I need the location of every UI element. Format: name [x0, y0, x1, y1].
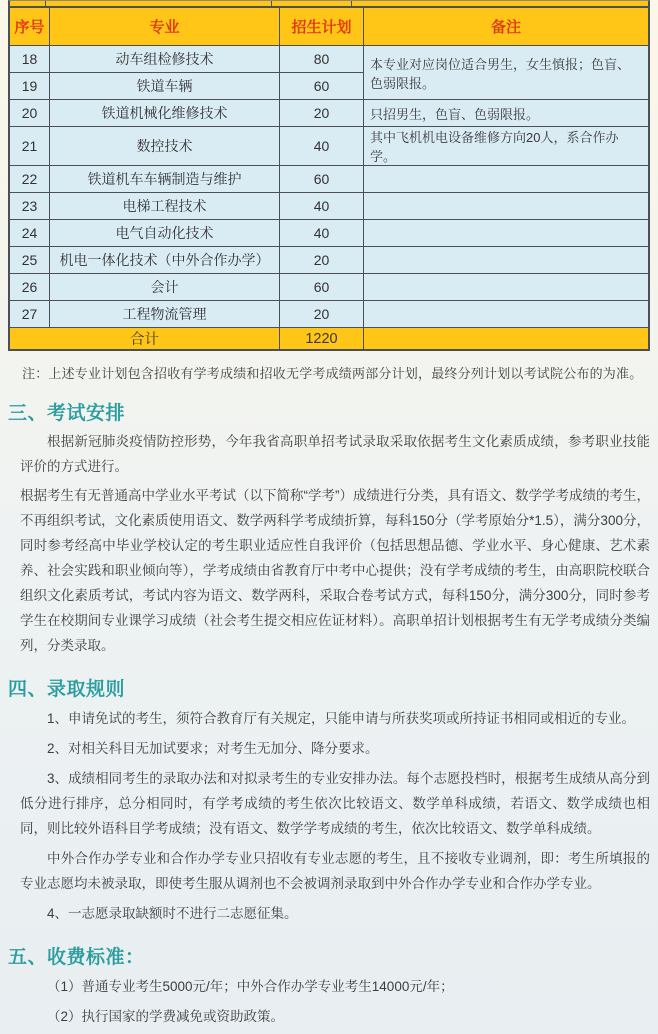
cell-plan: 20	[280, 247, 364, 274]
table-row	[9, 274, 649, 301]
cell-plan: 80	[280, 46, 364, 73]
col-header-major: 专业	[50, 7, 280, 46]
cell-remark: 其中飞机机电设备维修方向20人，系合作办学。	[364, 127, 650, 166]
table-row	[9, 46, 649, 73]
cell-no: 27	[9, 301, 50, 328]
exam-paragraph-1: 根据新冠肺炎疫情防控形势，今年我省高职单招考试录取采取依据考生文化素质成绩，参考职业技能评价的方式进行。	[20, 434, 650, 474]
cell-no: 21	[9, 127, 50, 166]
enrollment-plan-table	[8, 6, 650, 351]
cell-remark	[364, 193, 650, 220]
fee-item-1: （1）普通专业考生5000元/年；中外合作办学专业考生14000元/年；	[47, 979, 454, 994]
col-header-no: 序号	[9, 7, 50, 46]
section-exam-heading: 三、考试安排	[8, 403, 126, 424]
table-row	[9, 220, 649, 247]
table-row	[9, 193, 649, 220]
cell-no: 19	[9, 73, 50, 100]
cell-plan: 40	[280, 127, 364, 166]
cell-major: 铁道车辆	[50, 73, 280, 100]
fee-item-2: （2）执行国家的学费减免或资助政策。	[47, 1009, 285, 1024]
cell-major: 会计	[50, 274, 280, 301]
cell-major: 电梯工程技术	[50, 193, 280, 220]
cell-major: 铁道机车车辆制造与维护	[50, 166, 280, 193]
cell-major: 电气自动化技术	[50, 220, 280, 247]
section-admission-heading: 四、录取规则	[8, 679, 126, 700]
cell-plan: 20	[280, 301, 364, 328]
cell-no: 22	[9, 166, 50, 193]
table-header-row	[9, 7, 649, 46]
cell-plan: 60	[280, 166, 364, 193]
table-top-strip	[8, 0, 650, 6]
cell-major: 数控技术	[50, 127, 280, 166]
total-value: 1220	[280, 328, 364, 351]
cell-plan: 40	[280, 220, 364, 247]
admission-rule-3: 3、成绩相同考生的录取办法和对拟录考生的专业安排办法。每个志愿投档时，根据考生成绩从高分到低分进行排序，总分相同时，有学考成绩的考生依次比较语文、数学单科成绩，若语文、数学成绩也相同，则比较外语科目学考成绩；没有语文、数学学考成绩的考生，依次比较语文、数学单科成绩。	[20, 771, 650, 836]
section-fees-heading: 五、收费标准：	[8, 947, 145, 968]
plan-note: 注：上述专业计划包含招收有学考成绩和招收无学考成绩两部分计划，最终分列计划以考试院公布的为准。	[22, 366, 643, 381]
cell-major: 机电一体化技术（中外合作办学）	[50, 247, 280, 274]
total-label: 合计	[9, 328, 280, 351]
cell-remark	[364, 220, 650, 247]
col-header-plan: 招生计划	[280, 7, 364, 46]
col-header-remark: 备注	[364, 7, 650, 46]
cell-major: 工程物流管理	[50, 301, 280, 328]
admission-rule-2: 2、对相关科目无加试要求；对考生无加分、降分要求。	[47, 741, 379, 756]
cell-no: 20	[9, 100, 50, 127]
cell-plan: 60	[280, 73, 364, 100]
cell-remark: 只招男生，色盲、色弱限报。	[364, 100, 650, 127]
cell-plan: 20	[280, 100, 364, 127]
table-row	[9, 127, 649, 166]
admission-rule-3b: 中外合作办学专业和合作办学专业只招收有专业志愿的考生，且不接收专业调剂，即：考生所填报的专业志愿均未被录取，即使考生服从调剂也不会被调剂录取到中外合作办学专业和合作办学专业。	[20, 851, 650, 891]
admission-rule-4: 4、一志愿录取缺额时不进行二志愿征集。	[47, 906, 298, 921]
cell-no: 25	[9, 247, 50, 274]
cell-remark	[364, 247, 650, 274]
cell-major: 动车组检修技术	[50, 46, 280, 73]
cell-major: 铁道机械化维修技术	[50, 100, 280, 127]
cell-remark	[364, 301, 650, 328]
cell-plan: 40	[280, 193, 364, 220]
cell-remark: 本专业对应岗位适合男生，女生慎报；色盲、色弱限报。	[364, 46, 650, 100]
admission-rule-1: 1、申请免试的考生，须符合教育厅有关规定，只能申请与所获奖项或所持证书相同或相近的专业。	[47, 711, 636, 726]
table-row	[9, 301, 649, 328]
cell-plan: 60	[280, 274, 364, 301]
cell-no: 24	[9, 220, 50, 247]
total-remark	[364, 328, 650, 351]
total-row	[9, 328, 649, 351]
table-row	[9, 247, 649, 274]
cell-no: 26	[9, 274, 50, 301]
cell-remark	[364, 166, 650, 193]
exam-paragraph-2: 根据考生有无普通高中学业水平考试（以下简称“学考”）成绩进行分类，具有语文、数学学考成绩的考生，不再组织考试，文化素质使用语文、数学两科学考成绩折算，每科150分（学考原始分*1.5），满分300分，同时参考经高中毕业学校认定的考生职业适应性自我评价（包括思想品德、学业水平、身心健康、艺术素养、社会实践和职业倾向等），学考成绩由省教育厅中考中心提供；没有学考成绩的考生，由高职院校联合组织文化素质考试，考试内容为语文、数学两科，采取合卷考试方式，每科150分，满分300分，同时参考学生在校期间专业课学习成绩（社会考生提交相应佐证材料）。高职单招计划根据考生有无学考成绩分类编列，分类录取。	[20, 488, 650, 653]
cell-no: 23	[9, 193, 50, 220]
table-row	[9, 166, 649, 193]
cell-remark	[364, 274, 650, 301]
cell-no: 18	[9, 46, 50, 73]
table-row	[9, 100, 649, 127]
